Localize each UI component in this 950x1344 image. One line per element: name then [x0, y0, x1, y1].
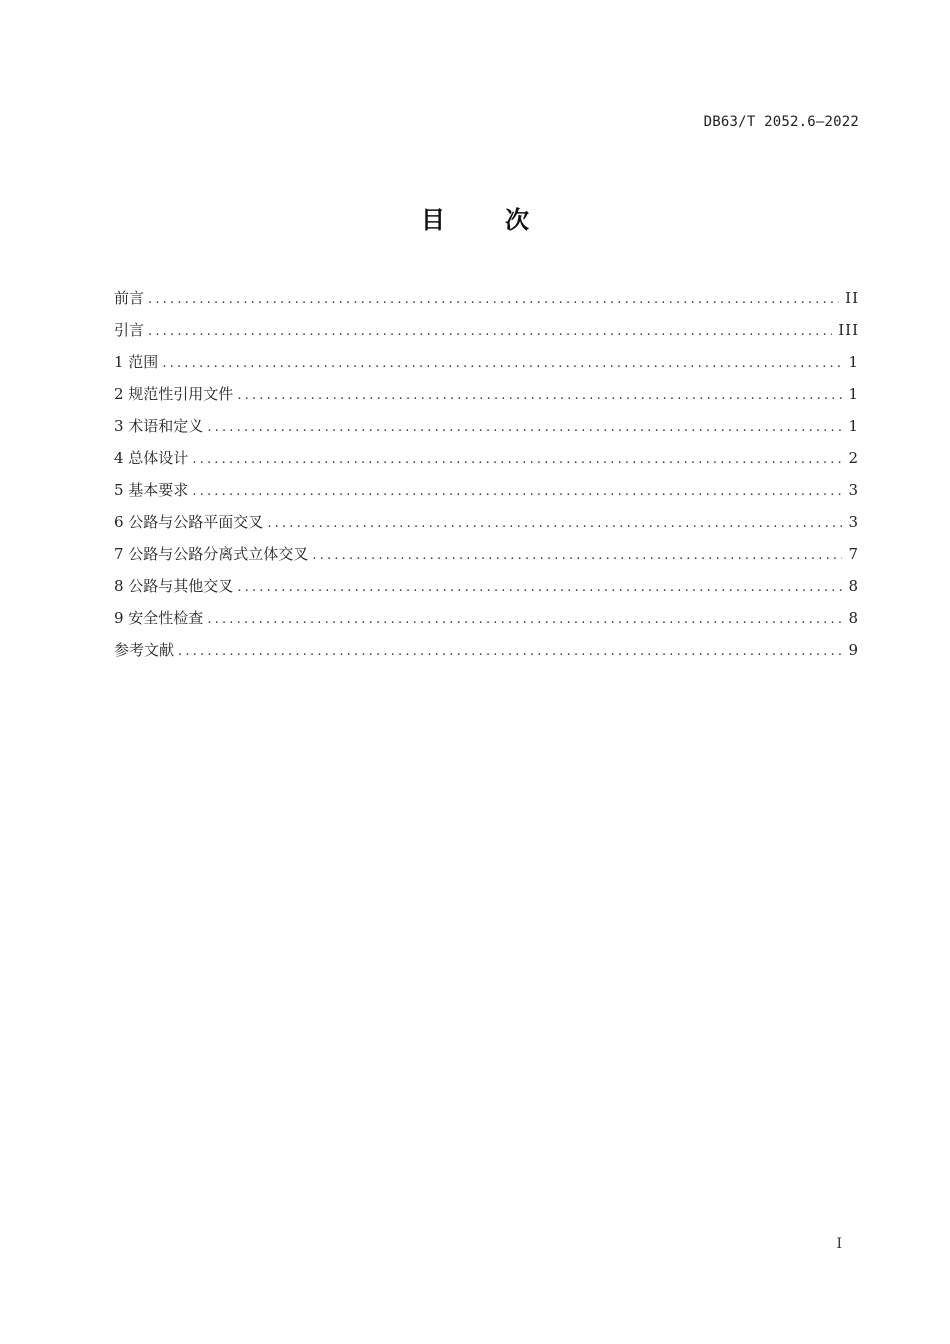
toc-entry-bibliography[interactable]: [114, 638, 859, 670]
toc-entry-introduction[interactable]: [114, 318, 859, 350]
toc-entry-label: 前言: [114, 289, 145, 307]
toc-entry-normative-references[interactable]: [114, 382, 859, 414]
toc-entry-page: 8: [848, 609, 859, 627]
toc-entry-page: 9: [848, 641, 859, 659]
toc-entry-label: 参考文献: [114, 641, 175, 659]
toc-entry-label: 引言: [114, 321, 145, 339]
toc-dot-leader: [148, 320, 832, 344]
toc-entry-general-design[interactable]: [114, 446, 859, 478]
toc-entry-other-intersections[interactable]: [114, 574, 859, 606]
toc-entry-page: 1: [848, 353, 859, 371]
toc-entry-page: 1: [848, 385, 859, 403]
toc-entry-label: 9 安全性检查: [114, 609, 204, 627]
page-number: I: [836, 1236, 842, 1252]
toc-entry-label: 2 规范性引用文件: [114, 385, 234, 403]
toc-entry-page: 7: [848, 545, 859, 563]
toc-entry-label: 8 公路与其他交叉: [114, 577, 234, 595]
toc-dot-leader: [267, 512, 842, 536]
toc-dot-leader: [207, 416, 842, 440]
toc-entry-page: III: [838, 321, 859, 339]
document-code: DB63/T 2052.6—2022: [703, 114, 859, 130]
toc-list: [114, 286, 859, 670]
toc-entry-page: 3: [848, 513, 859, 531]
toc-entry-at-grade-intersection[interactable]: [114, 510, 859, 542]
toc-entry-terms-definitions[interactable]: [114, 414, 859, 446]
toc-entry-label: 5 基本要求: [114, 481, 189, 499]
toc-entry-foreword[interactable]: [114, 286, 859, 318]
toc-entry-grade-separated-interchange[interactable]: [114, 542, 859, 574]
toc-dot-leader: [192, 448, 842, 472]
toc-entry-page: 8: [848, 577, 859, 595]
toc-entry-page: II: [845, 289, 859, 307]
toc-entry-label: 7 公路与公路分离式立体交叉: [114, 545, 309, 563]
toc-entry-label: 4 总体设计: [114, 449, 189, 467]
toc-entry-label: 1 范围: [114, 353, 159, 371]
toc-entry-scope[interactable]: [114, 350, 859, 382]
toc-entry-page: 1: [848, 417, 859, 435]
toc-dot-leader: [192, 480, 842, 504]
toc-entry-label: 3 术语和定义: [114, 417, 204, 435]
toc-dot-leader: [178, 640, 842, 664]
toc-entry-page: 2: [848, 449, 859, 467]
toc-entry-label: 6 公路与公路平面交叉: [114, 513, 264, 531]
toc-entry-basic-requirements[interactable]: [114, 478, 859, 510]
toc-dot-leader: [148, 288, 839, 312]
toc-dot-leader: [207, 608, 842, 632]
toc-dot-leader: [312, 544, 842, 568]
toc-entry-safety-check[interactable]: [114, 606, 859, 638]
toc-entry-page: 3: [848, 481, 859, 499]
toc-dot-leader: [162, 352, 842, 376]
toc-dot-leader: [237, 576, 842, 600]
toc-title: 目次: [421, 206, 589, 234]
toc-dot-leader: [237, 384, 842, 408]
